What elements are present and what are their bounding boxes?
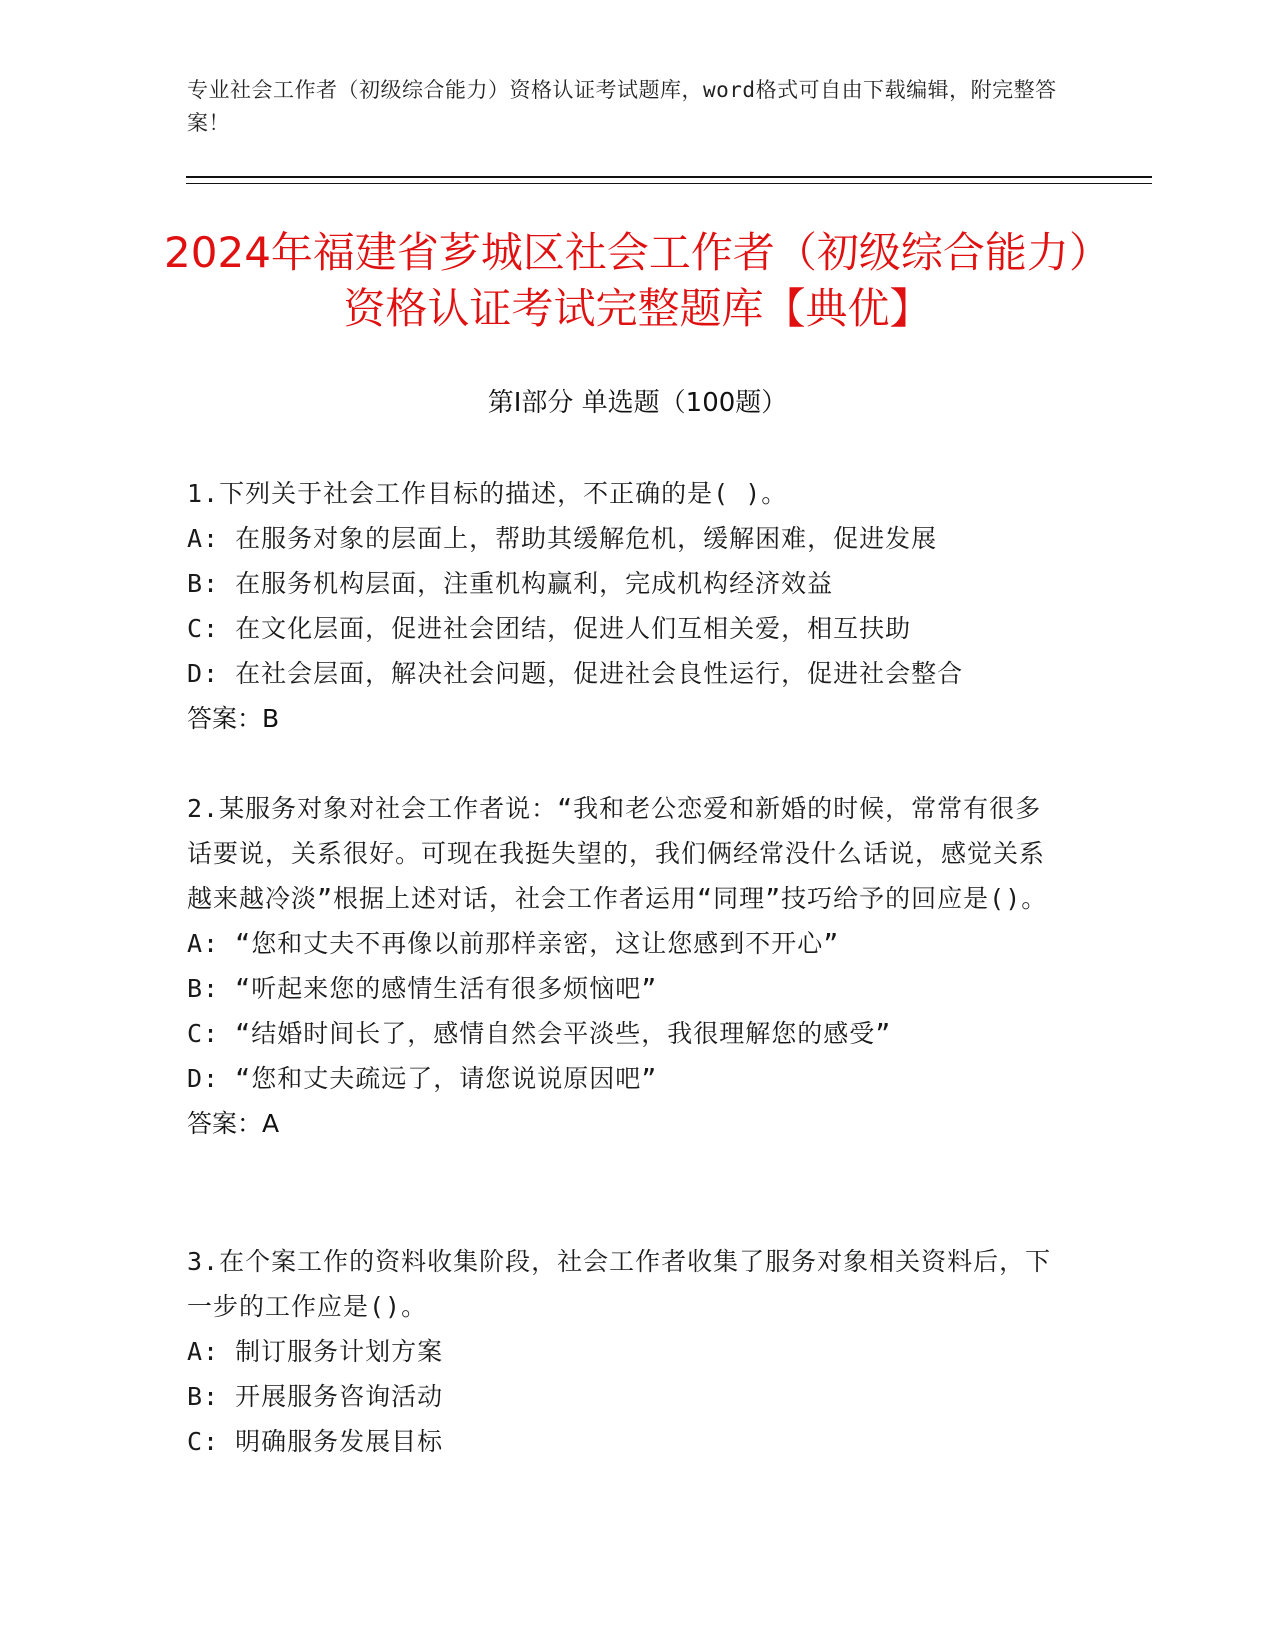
- question-text: 3.在个案工作的资料收集阶段，社会工作者收集了服务对象相关资料后，下一步的工作应是()。: [187, 1247, 1052, 1321]
- question-block: [187, 786, 1067, 1146]
- option-d: D: “您和丈夫疏远了，请您说说原因吧”: [187, 1064, 658, 1093]
- document-title: 2024年福建省芗城区社会工作者（初级综合能力）资格认证考试完整题库【典优】: [164, 228, 1111, 333]
- option-a: A: “您和丈夫不再像以前那样亲密，这让您感到不开心”: [187, 929, 840, 958]
- question-block: [187, 1239, 1067, 1464]
- option-b: B: 开展服务咨询活动: [187, 1382, 444, 1411]
- option-c: C: 明确服务发展目标: [187, 1427, 444, 1456]
- option-d: D: 在社会层面，解决社会问题，促进社会良性运行，促进社会整合: [187, 659, 964, 688]
- option-b: B: “听起来您的感情生活有很多烦恼吧”: [187, 974, 658, 1003]
- option-c: C: “结婚时间长了，感情自然会平淡些，我很理解您的感受”: [187, 1019, 892, 1048]
- question-text: 2.某服务对象对社会工作者说：“我和老公恋爱和新婚的时候，常常有很多话要说，关系很好。可现在我挺失望的，我们俩经常没什么话说，感觉关系越来越冷淡”根据上述对话，社会工作者运用“同理”技巧给予的回应是()。: [187, 794, 1048, 913]
- question-text: 1.下列关于社会工作目标的描述，不正确的是( )。: [187, 479, 788, 508]
- option-a: A: 在服务对象的层面上，帮助其缓解危机，缓解困难，促进发展: [187, 524, 938, 553]
- section-title: 第Ⅰ部分 单选题（100题）: [487, 388, 788, 418]
- header-divider-thick: [186, 176, 1152, 178]
- option-c: C: 在文化层面，促进社会团结，促进人们互相关爱，相互扶助: [187, 614, 912, 643]
- question-block: [187, 471, 1067, 741]
- option-a: A: 制订服务计划方案: [187, 1337, 444, 1366]
- option-b: B: 在服务机构层面，注重机构赢利，完成机构经济效益: [187, 569, 834, 598]
- answer: 答案：A: [187, 1109, 280, 1138]
- header-divider-thin: [186, 183, 1152, 184]
- header-note: 专业社会工作者（初级综合能力）资格认证考试题库，word格式可自由下载编辑，附完整答案！: [187, 78, 1057, 135]
- answer: 答案：B: [187, 704, 280, 733]
